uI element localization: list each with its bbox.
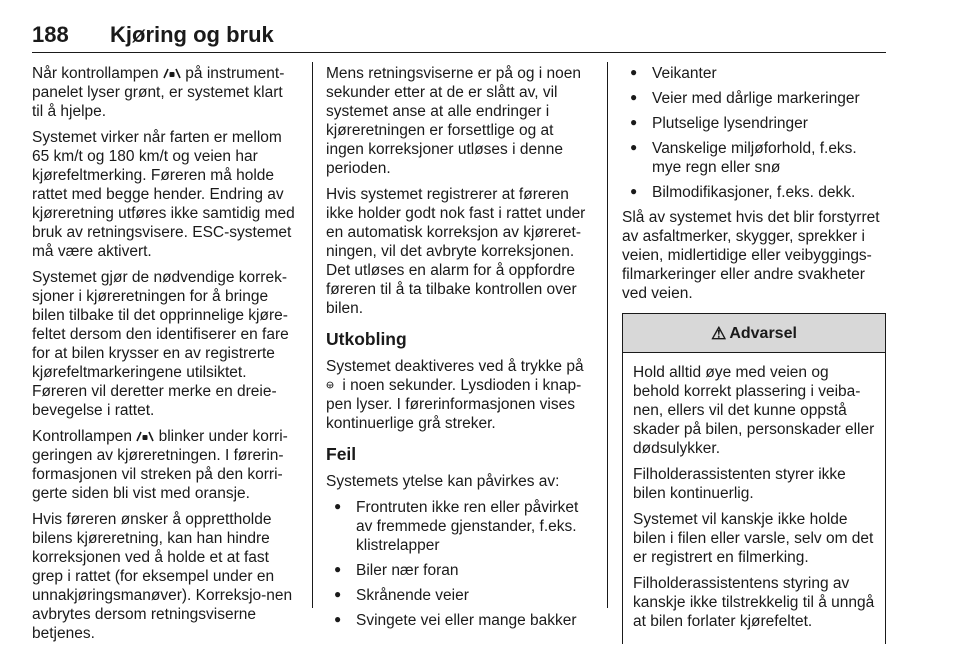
paragraph: Systemet deaktiveres ved å trykke på i noen sekunder. Lysdioden i knap-pen lyser. I førerinformasjonen vises kontinuerlige grå streker. xyxy=(326,358,584,432)
list-item: ● Bilmodifikasjoner, f.eks. dekk. xyxy=(622,183,888,202)
column-divider xyxy=(607,62,608,608)
bullet-list xyxy=(326,498,593,630)
warning-box xyxy=(622,313,886,644)
paragraph: Slå av systemet hvis det blir forstyrret av asfaltmerker, skygger, sprekker i veien, midlertidige eller veibyggings-filmarkeringer eller andre svakheter ved veien. xyxy=(622,209,880,302)
warning-title: Advarsel xyxy=(729,324,797,342)
paragraph: Mens retningsviserne er på og i noen sekunder etter at de er slått av, vil systemet anse at alle endringer i kjøreretningen er forsettlige og at ingen korreksjoner utløses i denne perioden. xyxy=(326,65,582,177)
paragraph: Systemet gjør de nødvendige korrek-sjoner i kjøreretningen for å bringe bilen tilbake til det opprinnelige kjøre-feltet dersom den identifiserer en fare for at bilen krysser en av registrerte kjørefeltmarkeringene utilsiktet. Føreren vil deretter merke en dreie-bevegelse i rattet. xyxy=(32,269,289,419)
page-number: 188 xyxy=(32,22,69,47)
page-header xyxy=(32,22,886,53)
lane-assist-icon xyxy=(136,430,154,442)
list-item: ● Skrånende veier xyxy=(326,586,593,605)
list-item: ● Svingete vei eller mange bakker xyxy=(326,611,593,630)
paragraph: Når kontrollampen på instrument-panelet lyser grønt, er systemet klart til å hjelpe. xyxy=(32,65,285,120)
list-item: ● Veier med dårlige markeringer xyxy=(622,89,888,108)
paragraph: Filholderassistentens styring av kanskje ikke tilstrekkelig til å unngå at bilen forlater kjørefeltet. xyxy=(633,575,875,630)
paragraph: Systemets ytelse kan påvirkes av: xyxy=(326,473,560,490)
list-item: ● Plutselige lysendringer xyxy=(622,114,888,133)
warning-header xyxy=(623,314,885,353)
page-title: Kjøring og bruk xyxy=(110,22,274,47)
column-divider xyxy=(312,62,313,608)
steering-wheel-button-icon xyxy=(326,379,338,391)
paragraph: Hvis systemet registrerer at føreren ikke holder godt nok fast i rattet under en automatisk korreksjon av kjøreret-ningen, vil det avbryte korreksjonen. Det utløses en alarm for å oppfordre føreren til å ta tilbake kontrollen over bilen. xyxy=(326,186,586,317)
column-1 xyxy=(32,64,297,650)
paragraph: Systemet vil kanskje ikke holde bilen i filen eller varsle, selv om det er registrert en filmerking. xyxy=(633,511,874,566)
list-item: ● Vanskelige miljøforhold, f.eks. mye regn eller snø xyxy=(622,139,888,177)
section-heading-feil: Feil xyxy=(326,444,357,464)
column-2 xyxy=(326,64,593,636)
warning-triangle-icon: ⚠ xyxy=(711,323,727,343)
column-3 xyxy=(622,64,888,644)
list-item: ● Biler nær foran xyxy=(326,561,593,580)
bullet-list xyxy=(622,64,888,202)
paragraph: Hvis føreren ønsker å opprettholde bilens kjøreretning, kan han hindre korreksjonen ved å holde et at fast grep i rattet (for eksempel under en unnakjøringsmanøver). Korreksjo-nen avbrytes dersom retningsviserne betjenes. xyxy=(32,511,293,642)
section-heading-utkobling: Utkobling xyxy=(326,329,407,349)
paragraph: Filholderassistenten styrer ikke bilen kontinuerlig. xyxy=(633,466,846,502)
list-item: ● Frontruten ikke ren eller påvirket av fremmede gjenstander, f.eks. klistrelapper xyxy=(326,498,593,555)
paragraph: Hold alltid øye med veien og behold korrekt plassering i veiba-nen, ellers vil det kunne oppstå skader på bilen, personskader eller dødsulykker. xyxy=(633,364,875,457)
list-item: ● Veikanter xyxy=(622,64,888,83)
paragraph: Kontrollampen blinker under korri-geringen av kjøreretningen. I førerin-formasjonen vil streken på den korri-gerte siden bli vist med oransje. xyxy=(32,428,288,502)
lane-assist-icon xyxy=(163,67,181,79)
warning-body xyxy=(623,353,885,644)
paragraph: Systemet virker når farten er mellom 65 km/t og 180 km/t og veien har kjørefeltmerking. Føreren må holde rattet med begge hender. Endring av kjøreretning utføres ikke samtidig med bruk av retningsvisere. ESC-systemet må være aktivert. xyxy=(32,129,295,260)
